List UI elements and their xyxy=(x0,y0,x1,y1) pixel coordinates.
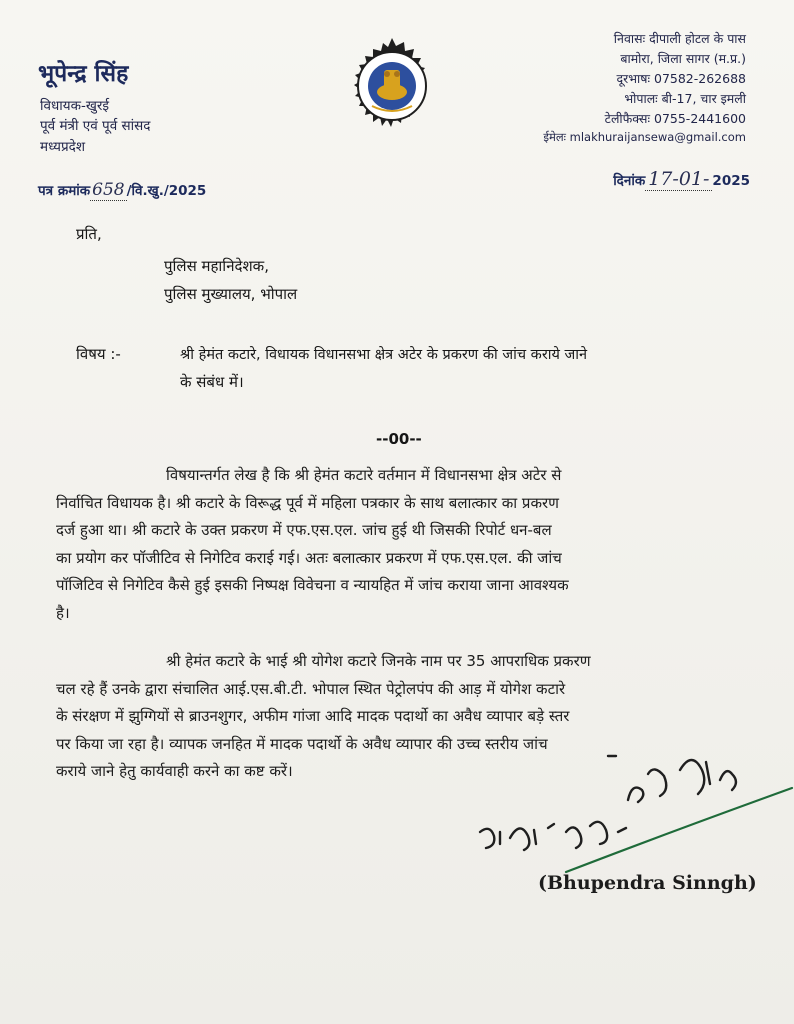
email-address: ईमेलः mlakhuraijansewa@gmail.com xyxy=(543,130,746,144)
recipient-line-2: पुलिस मुख्यालय, भोपाल xyxy=(164,285,298,303)
date-handwritten-value: 17-01- xyxy=(645,168,712,191)
paragraph-1-line: दर्ज हुआ था। श्री कटारे के उक्त प्रकरण में एफ.एस.एल. जांच हुई थी जिसकी रिपोर्ट धन-बल xyxy=(56,521,552,540)
sender-name: भूपेन्द्र सिंह xyxy=(38,61,129,87)
reference-prefix: पत्र क्रमांक xyxy=(38,183,91,199)
subject-line-1: श्री हेमंत कटारे, विधायक विधानसभा क्षेत्र अटेर के प्रकरण की जांच कराये जाने xyxy=(180,347,588,363)
separator: --00-- xyxy=(376,430,422,448)
seal-emblem-icon xyxy=(332,36,452,154)
telefax-number: टेलीफैक्सः 0755-2441600 xyxy=(604,111,746,126)
sender-state: मध्यप्रदेश xyxy=(40,139,86,155)
paragraph-2-line: कराये जाने हेतु कार्यवाही करने का कष्ट करें। xyxy=(56,762,293,781)
signatory-name: (Bhupendra Sinngh) xyxy=(538,872,757,894)
phone-number: दूरभाषः 07582-262688 xyxy=(616,71,746,86)
paragraph-2-line: चल रहे हैं उनके द्वारा संचालित आई.एस.बी.टी. भोपाल स्थित पेट्रोलपंप की आड़ में योगेश कटारे xyxy=(56,679,566,698)
paragraph-1-line: निर्वाचित विधायक है। श्री कटारे के विरूद्ध पूर्व में महिला पत्रकार के साथ बलात्कार का प्रकरण xyxy=(56,493,559,512)
letter-date xyxy=(613,168,750,190)
subject-line-2: के संबंध में। xyxy=(180,373,244,391)
date-label: दिनांक xyxy=(613,173,646,189)
reference-handwritten-number: 658 xyxy=(92,180,125,200)
recipient-line-1: पुलिस महानिदेशक, xyxy=(164,257,269,275)
handwritten-signature-icon xyxy=(470,740,794,880)
bhopal-address: भोपालः बी-17, चार इमली xyxy=(624,91,746,106)
paragraph-2-line: पर किया जा रहा है। व्यापक जनहित में मादक पदार्थो के अवैध व्यापार की उच्च स्तरीय जांच xyxy=(56,734,548,753)
paragraph-1-line: विषयान्तर्गत लेख है कि श्री हेमंत कटारे वर्तमान में विधानसभा क्षेत्र अटेर से xyxy=(166,466,562,484)
paragraph-2-line: के संरक्षण में झुग्गियों से ब्राउनशुगर, अफीम गांजा आदि मादक पदार्थो का अवैध व्यापार बड़े स्तर xyxy=(56,707,570,726)
assembly-seal xyxy=(332,36,452,154)
sender-designation: पूर्व मंत्री एवं पूर्व सांसद xyxy=(40,118,151,134)
reference-suffix: /वि.खु./2025 xyxy=(126,183,207,199)
subject-label: विषय :- xyxy=(76,345,121,363)
paragraph-2-line: श्री हेमंत कटारे के भाई श्री योगेश कटारे जिनके नाम पर 35 आपराधिक प्रकरण xyxy=(166,652,591,670)
paragraph-1-line: का प्रयोग कर पॉजीटिव से निगेटिव कराई गई। अतः बलात्कार प्रकरण में एफ.एस.एल. की जांच xyxy=(56,548,562,567)
paragraph-1-line: है। xyxy=(56,603,70,622)
paragraph-1-line: पॉजिटिव से निगेटिव कैसे हुई इसकी निष्पक्ष विवेचना व न्यायहित में जांच कराया जाना आवश्यक xyxy=(56,576,569,595)
date-year: 2025 xyxy=(712,173,750,189)
recipient-to: प्रति, xyxy=(76,225,102,243)
residence-district: बामोरा, जिला सागर (म.प्र.) xyxy=(620,51,746,66)
sender-title: विधायक-खुरई xyxy=(40,98,110,114)
residence-address: निवासः दीपाली होटल के पास xyxy=(613,31,746,46)
reference-number xyxy=(38,180,206,200)
paragraph-1 xyxy=(56,462,740,628)
